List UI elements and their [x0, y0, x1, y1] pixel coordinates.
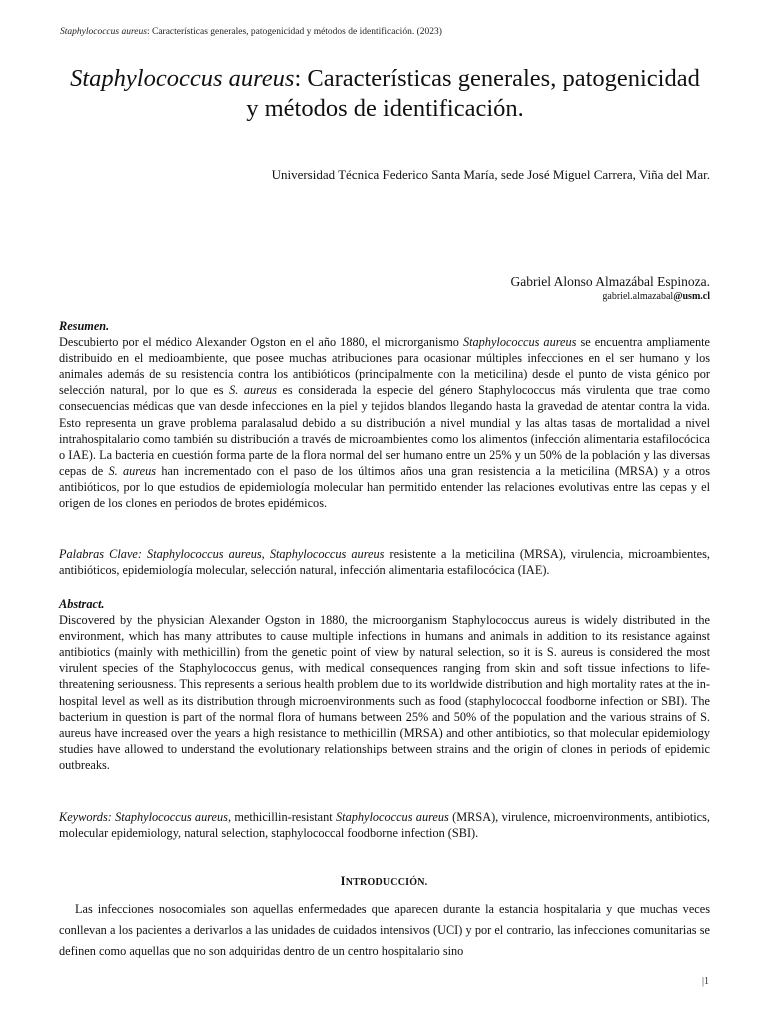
page-number: |1 [701, 976, 709, 987]
intro-paragraph [59, 899, 710, 962]
email-domain: @usm.cl [673, 291, 710, 302]
keywords-mid: , methicillin-resistant [227, 810, 336, 824]
author-email[interactable] [602, 291, 710, 302]
palabras-clave [59, 546, 710, 578]
resumen-italic2: S. aureus [229, 383, 277, 398]
resumen-italic1: Staphylococcus aureus [462, 335, 577, 350]
title-line2: y métodos de identificación. [246, 95, 524, 122]
title-species: Staphylococcus aureus [70, 65, 295, 92]
resumen-heading: Resumen. [59, 319, 110, 333]
section-heading-introduccion [0, 874, 768, 889]
palabras-rest: resistente a la meticilina (MRSA), virulencia, microambientes, antibióticos, epidemiología molecular, selección natural, infección alimentaria estafilocócica (IAE). [59, 547, 710, 578]
intro-title-rest: NTRODUCCIÓN. [345, 877, 428, 888]
abstract-section [59, 596, 710, 773]
running-header [60, 27, 710, 37]
affiliation: Universidad Técnica Federico Santa María, sede José Miguel Carrera, Viña del Mar. [271, 167, 710, 182]
resumen-part3: es considerada la especie del género Staphylococcus más virulenta que trae como consecuencias médicas que van desde infecciones en la piel y tejidos blandos llegando hasta la gravedad de atentar contra la vida. Esto representa un grave problema paralasalud debido a su distribución a nivel mundial y las altas tasas de mortalidad a nivel intrahospitalario como también su distribución a través de microambientes como los alimentos (infección alimentaria estafilocócica o IAE). La bacteria en cuestión forma parte de la flora normal del ser humano entre un 25% y un 50% de la población y las diversas cepas de [59, 383, 710, 478]
intro-title-first: I [340, 874, 346, 888]
resumen-section [59, 318, 710, 511]
running-header-text: : Características generales, patogenicidad y métodos de identificación. (2023) [146, 27, 442, 37]
resumen-part1: Descubierto por el médico Alexander Ogston en el año 1880, el microrganismo [59, 335, 463, 350]
keywords-rest: (MRSA), virulence, microenvironments, antibiotics, molecular epidemiology, natural selection, staphylococcal foodborne infection (SBI). [59, 810, 710, 841]
running-header-italic: Staphylococcus aureus [60, 27, 147, 37]
resumen-text [59, 334, 710, 511]
title-line1: : Características generales, patogenicidad [294, 65, 700, 92]
abstract-heading: Abstract. [59, 597, 105, 611]
resumen-part2: se encuentra ampliamente distribuido en el medioambiente, que posee muchas atribuciones para ocasionar múltiples infecciones en el ser humano y los animales además de su resistencia contra los antibióticos (principalmente con la meticilina) desde el punto de vista génico por selección natural, por lo que es [59, 335, 710, 398]
intro-text: Las infecciones nosocomiales son aquellas enfermedades que aparecen durante la estancia hospitalaria y que muchas veces conllevan a los pacientes a derivarlos a las unidades de cuidados intensivos (UCI) y por el contrario, las infecciones comunitarias se definen como aquellas que no son adquiridas dentro de un centro hospitalario sino [59, 902, 710, 958]
email-user: gabriel.almazabal [602, 291, 674, 302]
palabras-italic: Staphylococcus aureus [269, 547, 385, 561]
author-name: Gabriel Alonso Almazábal Espinoza. [510, 274, 710, 289]
resumen-italic3: S. aureus [108, 463, 157, 478]
palabras-label: Palabras Clave: Staphylococcus aureus [59, 547, 262, 561]
resumen-part4: han incrementado con el paso de los últimos años una gran resistencia a la meticilina (MRSA) y a otros antibióticos, por lo que estudios de epidemiología molecular han permitido entender las relaciones evolutivas entre las cepas y el origen de los clones en periodos de brotes epidémicos. [59, 463, 710, 511]
palabras-sep: , [261, 547, 270, 561]
abstract-text: Discovered by the physician Alexander Ogston in 1880, the microorganism Staphylococcus aureus is widely distributed in the environment, which has many attributes to cause multiple infections in humans and animals in addition to its resistance against antibiotics (mainly with methicillin) from the genetic point of view by natural selection, so it is S. aureus is considered the most virulent species of the Staphylococcus genus, with medical consequences ranging from skin and soft tissue infections to life-threatening seriousness. This represents a serious health problem due to its worldwide distribution and high mortality rates at the in-hospital level as well as its distribution through microenvironments such as food (staphylococcal foodborne infection or SBI). The bacterium in question is part of the normal flora of humans between 25% and 50% of the population and the various strains of S. aureus have increased over the years a high resistance to methicillin (MRSA) and other antibiotics, so that molecular epidemiology studies have allowed to understand the evolutionary relationships between strains and the origin of clones in periods of epidemic outbreaks. [59, 613, 710, 772]
keywords-label: Keywords: Staphylococcus aureus [59, 810, 228, 824]
paper-title [40, 64, 730, 124]
keywords-italic: Staphylococcus aureus [336, 810, 449, 824]
keywords [59, 809, 710, 841]
